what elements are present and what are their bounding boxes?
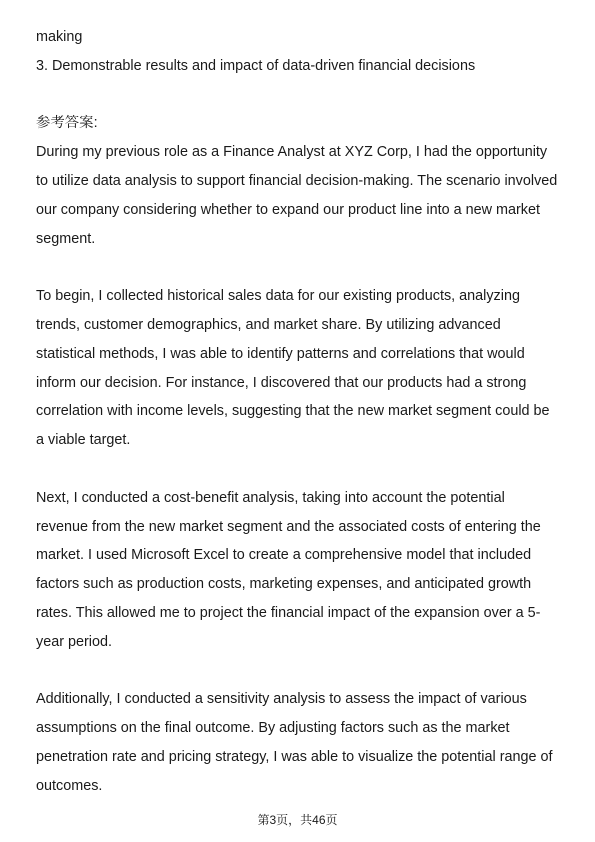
spacer: [36, 253, 566, 282]
intro-line: making: [36, 29, 83, 45]
answer-paragraph-4: [36, 685, 566, 800]
paragraph-line: factors such as production costs, marketing expenses, and anticipated growth: [36, 576, 532, 593]
paragraph-line: Additionally, I conducted a sensitivity analysis to assess the impact of various: [36, 691, 527, 708]
answer-paragraph-1: [36, 138, 566, 253]
paragraph-line: penetration rate and pricing strategy, I was able to visualize the potential range of: [36, 748, 553, 765]
answer-paragraph-2: [36, 282, 566, 455]
paragraph-line: During my previous role as a Finance Analyst at XYZ Corp, I had the opportunity: [36, 144, 548, 161]
paragraph-line: correlation with income levels, suggesting that the new market segment could be: [36, 403, 550, 420]
paragraph-line: rates. This allowed me to project the financial impact of the expansion over a 5-: [36, 604, 541, 621]
requirement-item: 3. Demonstrable results and impact of data-driven financial decisions: [36, 57, 476, 74]
spacer: [36, 657, 566, 686]
paragraph-line: our company considering whether to expand our product line into a new market: [36, 201, 540, 218]
paragraph-line: a viable target.: [36, 432, 131, 449]
paragraph-line: To begin, I collected historical sales data for our existing products, analyzing: [36, 288, 520, 305]
page-footer: [0, 812, 595, 828]
page-indicator: 第3页，共46页: [257, 813, 338, 827]
answer-heading: 参考答案:: [36, 115, 98, 132]
paragraph-line: market. I used Microsoft Excel to create a comprehensive model that included: [36, 547, 532, 564]
answer-paragraph-3: [36, 484, 566, 657]
spacer: [36, 81, 566, 110]
paragraph-line: statistical methods, I was able to identify patterns and correlations that would: [36, 345, 525, 362]
paragraph-line: year period.: [36, 633, 112, 650]
document-body: [36, 23, 566, 801]
paragraph-line: segment.: [36, 230, 96, 247]
paragraph-line: trends, customer demographics, and market share. By utilizing advanced: [36, 316, 501, 333]
paragraph-line: inform our decision. For instance, I discovered that our products had a strong: [36, 374, 527, 391]
paragraph-line: to utilize data analysis to support financial decision-making. The scenario involved: [36, 172, 558, 189]
paragraph-line: Next, I conducted a cost-benefit analysis, taking into account the potential: [36, 489, 505, 506]
paragraph-line: revenue from the new market segment and the associated costs of entering the: [36, 518, 541, 535]
paragraph-line: assumptions on the final outcome. By adjusting factors such as the market: [36, 720, 510, 737]
spacer: [36, 455, 566, 484]
paragraph-line: outcomes.: [36, 777, 103, 794]
